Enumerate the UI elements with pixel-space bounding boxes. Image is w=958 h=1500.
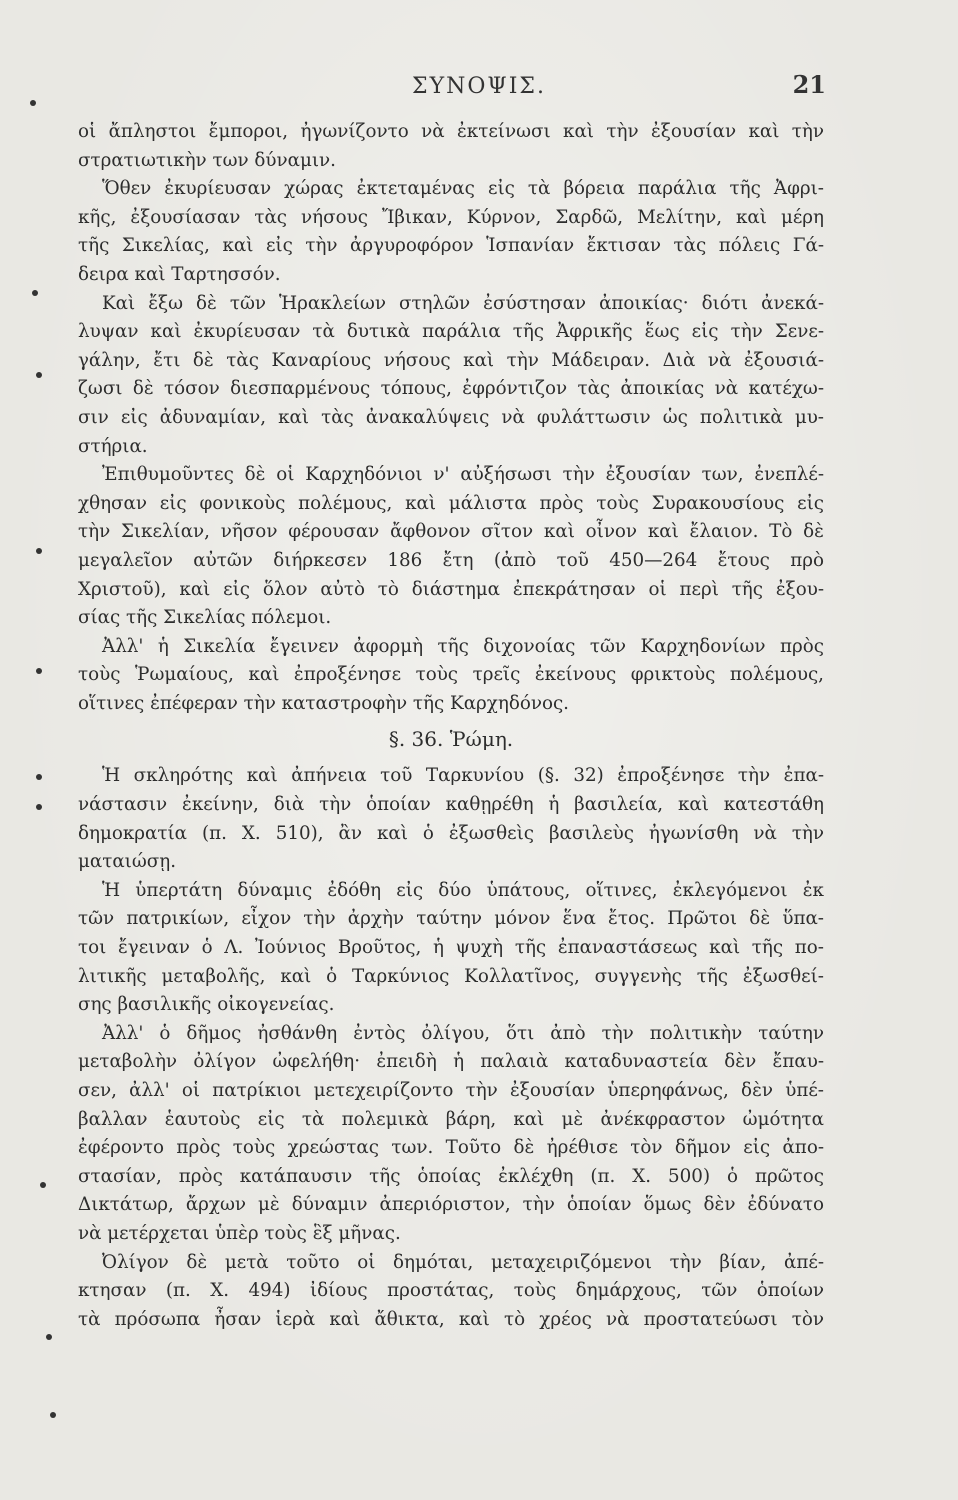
text-line: στήρια. [78, 435, 148, 457]
text-line: Καὶ ἔξω δὲ τῶν Ἡρακλείων στηλῶν ἐσύστησαν ἀποικίας· διότι ἀνεκά- [102, 292, 824, 314]
text-line: χθησαν εἰς φονικοὺς πολέμους, καὶ μάλιστα πρὸς τοὺς Συρακουσίους εἰς [78, 492, 824, 514]
page-header [0, 70, 958, 104]
text-line: σης βασιλικῆς οἰκογενείας. [78, 994, 335, 1016]
margin-speck [40, 1182, 46, 1188]
text-line: κτησαν (π. Χ. 494) ἰδίους προστάτας, τοὺς δημάρχους, τῶν ὁποίων [78, 1280, 824, 1302]
text-line: Δικτάτωρ, ἄρχων μὲ δύναμιν ἀπεριόριστον, τὴν ὁποίαν ὅμως δὲν ἐδύνατο [78, 1194, 824, 1216]
text-line: Ἡ σκληρότης καὶ ἀπήνεια τοῦ Ταρκυνίου (§. 32) ἐπροξένησε τὴν ἐπα- [102, 765, 824, 787]
margin-speck [36, 372, 42, 378]
text-line: δειρα καὶ Ταρτησσόν. [78, 263, 281, 285]
margin-speck [36, 774, 42, 780]
text-line: στασίαν, πρὸς κατάπαυσιν τῆς ὁποίας ἐκλέχθη (π. Χ. 500) ὁ πρῶτος [78, 1165, 824, 1187]
text-line: τῆς Σικελίας, καὶ εἰς τὴν ἀργυροφόρον Ἱσπανίαν ἔκτισαν τὰς πόλεις Γά- [78, 235, 824, 257]
margin-speck [36, 668, 42, 674]
paragraph-8 [78, 1020, 824, 1249]
text-line: τὴν Σικελίαν, νῆσον φέρουσαν ἄφθονον σῖτον καὶ οἶνον καὶ ἔλαιον. Τὸ δὲ [78, 521, 824, 543]
body-text [78, 118, 824, 1334]
paragraph-6 [78, 762, 824, 876]
text-line: τοι ἔγειναν ὁ Λ. Ἰούνιος Βροῦτος, ἡ ψυχὴ τῆς ἐπαναστάσεως καὶ τῆς πο- [78, 937, 824, 959]
text-line: ἐφέροντο πρὸς τοὺς χρεώστας των. Τοῦτο δὲ ἠρέθισε τὸν δῆμον εἰς ἀπο- [78, 1137, 824, 1159]
text-line: Χριστοῦ), καὶ εἰς ὅλον αὐτὸ τὸ διάστημα ἐπεκράτησαν οἱ περὶ τῆς ἐξου- [78, 578, 824, 600]
text-line: Ἡ ὑπερτάτη δύναμις ἐδόθη εἰς δύο ὑπάτους, οἵτινες, ἐκλεγόμενοι ἐκ [102, 879, 824, 901]
text-line: σίας τῆς Σικελίας πόλεμοι. [78, 607, 332, 629]
margin-speck [36, 548, 42, 554]
text-line: Ὀλίγον δὲ μετὰ τοῦτο οἱ δημόται, μεταχειριζόμενοι τὴν βίαν, ἀπέ- [102, 1251, 824, 1273]
margin-speck [50, 1412, 56, 1418]
margin-speck [46, 1334, 52, 1340]
margin-speck [32, 290, 38, 296]
text-line: κῆς, ἐξουσίασαν τὰς νήσους Ἴβικαν, Κύρνον, Σαρδῶ, Μελίτην, καὶ μέρη [78, 206, 824, 228]
paragraph-9 [78, 1249, 824, 1335]
text-line: τῶν πατρικίων, εἶχον τὴν ἀρχὴν ταύτην μόνον ἕνα ἔτος. Πρῶτοι δὲ ὕπα- [78, 908, 824, 930]
text-line: βαλλαν ἑαυτοὺς εἰς τὰ πολεμικὰ βάρη, καὶ μὲ ἀνέκφραστον ὠμότητα [78, 1108, 824, 1130]
paragraph-4 [78, 461, 824, 633]
text-line: Ἀλλ' ἡ Σικελία ἔγεινεν ἀφορμὴ τῆς διχονοίας τῶν Καρχηδονίων πρὸς [102, 635, 824, 657]
section-heading: §. 36. Ῥώμη. [388, 727, 514, 752]
text-line: Ἐπιθυμοῦντες δὲ οἱ Καρχηδόνιοι ν' αὐξήσωσι τὴν ἐξουσίαν των, ἐνεπλέ- [102, 464, 824, 486]
text-line: μεταβολὴν ὀλίγον ὠφελήθη· ἐπειδὴ ἡ παλαιὰ καταδυναστεία δὲν ἔπαυ- [78, 1051, 824, 1073]
text-line: λιτικῆς μεταβολῆς, καὶ ὁ Ταρκύνιος Κολλατῖνος, συγγενὴς τῆς ἐξωσθεί- [78, 965, 824, 987]
paragraph-2 [78, 175, 824, 289]
page-number: 21 [792, 70, 826, 99]
text-line: οἵτινες ἐπέφεραν τὴν καταστροφὴν τῆς Καρχηδόνος. [78, 692, 569, 714]
text-line: Ὅθεν ἐκυρίευσαν χώρας ἐκτεταμένας εἰς τὰ βόρεια παράλια τῆς Ἀφρι- [102, 178, 824, 200]
running-title: ΣΥΝΟΨΙΣ. [412, 74, 546, 99]
text-line: λυψαν καὶ ἐκυρίευσαν τὰ δυτικὰ παράλια τῆς Ἀφρικῆς ἕως εἰς τὴν Σενε- [78, 321, 824, 343]
text-line: ζωσι δὲ τόσον διεσπαρμένους τόπους, ἐφρόντιζον τὰς ἀποικίας νὰ κατέχω- [78, 378, 824, 400]
text-line: νὰ μετέρχεται ὑπὲρ τοὺς ἓξ μῆνας. [78, 1222, 401, 1244]
text-line: σιν εἰς ἀδυναμίαν, καὶ τὰς ἀνακαλύψεις νὰ φυλάττωσιν ὡς πολιτικὰ μυ- [78, 406, 824, 428]
paragraph-5 [78, 633, 824, 719]
margin-speck [36, 804, 42, 810]
text-line: δημοκρατία (π. Χ. 510), ἂν καὶ ὁ ἐξωσθεὶς βασιλεὺς ἠγωνίσθη νὰ τὴν [78, 822, 824, 844]
text-line: νάστασιν ἐκείνην, διὰ τὴν ὁποίαν καθῃρέθη ἡ βασιλεία, καὶ κατεστάθη [78, 794, 824, 816]
text-line: στρατιωτικὴν των δύναμιν. [78, 149, 336, 171]
text-line: τοὺς Ῥωμαίους, καὶ ἐπροξένησε τοὺς τρεῖς ἐκείνους φρικτοὺς πολέμους, [78, 664, 824, 686]
text-line: οἱ ἄπληστοι ἔμποροι, ἠγωνίζοντο νὰ ἐκτείνωσι καὶ τὴν ἐξουσίαν καὶ τὴν [78, 121, 824, 142]
text-line: ματαιώσῃ. [78, 851, 177, 873]
paragraph-7 [78, 877, 824, 1020]
text-line: σεν, ἀλλ' οἱ πατρίκιοι μετεχειρίζοντο τὴν ἐξουσίαν ὑπερηφάνως, δὲν ὑπέ- [78, 1080, 824, 1101]
paragraph-3 [78, 290, 824, 462]
text-line: Ἀλλ' ὁ δῆμος ἠσθάνθη ἐντὸς ὀλίγου, ὅτι ἀπὸ τὴν πολιτικὴν ταύτην [102, 1022, 824, 1044]
text-line: γάλην, ἔτι δὲ τὰς Καναρίους νήσους καὶ τὴν Μάδειραν. Διὰ νὰ ἐξουσιά- [78, 349, 824, 371]
text-line: τὰ πρόσωπα ἦσαν ἱερὰ καὶ ἄθικτα, καὶ τὸ χρέος νὰ προστατεύωσι τὸν [78, 1308, 824, 1330]
text-line: μεγαλεῖον αὐτῶν διήρκεσεν 186 ἔτη (ἀπὸ τοῦ 450—264 ἔτους πρὸ [78, 549, 824, 571]
paragraph-1 [78, 118, 824, 175]
